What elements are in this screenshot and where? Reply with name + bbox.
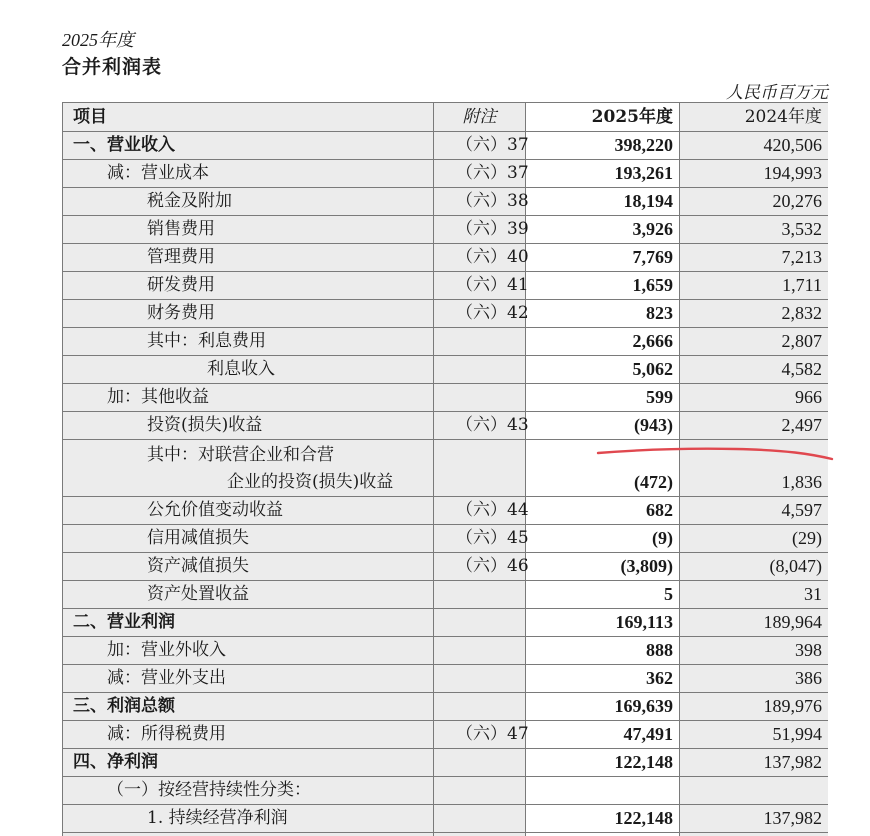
- row-item-label: 加：营业外收入: [63, 637, 434, 665]
- table-row: [63, 328, 829, 356]
- row-note: [434, 637, 526, 665]
- table-row: [63, 216, 829, 244]
- row-previous-value: 398: [680, 637, 829, 665]
- table-row: [63, 160, 829, 188]
- row-current-value: 1,659: [526, 272, 680, 300]
- row-item-label: 三、利润总额: [63, 693, 434, 721]
- row-current-value: 169,113: [526, 609, 680, 637]
- row-item-label: 1. 持续经营净利润: [63, 805, 434, 833]
- row-previous-value: 1,711: [680, 272, 829, 300]
- table-row: [63, 356, 829, 384]
- row-previous-value: 1,836: [680, 440, 829, 497]
- table-row: [63, 777, 829, 805]
- row-note: （六）42: [434, 300, 526, 328]
- row-current-value: 47,491: [526, 721, 680, 749]
- table-row: [63, 188, 829, 216]
- row-note: [434, 805, 526, 833]
- row-previous-value: 137,982: [680, 805, 829, 833]
- row-current-value: (472): [526, 440, 680, 497]
- row-note: [434, 665, 526, 693]
- table-row: [63, 412, 829, 440]
- row-current-value: 18,194: [526, 188, 680, 216]
- row-current-value: 7,769: [526, 244, 680, 272]
- table-row: [63, 833, 829, 836]
- row-item-label: （一）按经营持续性分类：: [63, 777, 434, 805]
- row-current-value: (943): [526, 412, 680, 440]
- row-item-label: 四、净利润: [63, 749, 434, 777]
- row-note: [434, 384, 526, 412]
- row-note: （六）37: [434, 132, 526, 160]
- row-previous-value: 3,532: [680, 216, 829, 244]
- row-note: （六）44: [434, 497, 526, 525]
- table-row: [63, 693, 829, 721]
- row-current-value: 5: [526, 581, 680, 609]
- table-header-row: [63, 103, 829, 132]
- row-item-label: 其中：利息费用: [63, 328, 434, 356]
- report-period: 2025年度: [62, 30, 134, 50]
- row-item-label-line2: 企业的投资(损失)收益: [227, 472, 394, 492]
- table-row: [63, 805, 829, 833]
- row-item-label: 减：营业成本: [63, 160, 434, 188]
- row-note: [434, 581, 526, 609]
- row-current-value: 122,148: [526, 805, 680, 833]
- row-previous-value: 2,497: [680, 412, 829, 440]
- currency-unit: 人民币百万元: [726, 83, 828, 103]
- row-current-value: 398,220: [526, 132, 680, 160]
- row-previous-value: 386: [680, 665, 829, 693]
- row-current-value: 682: [526, 497, 680, 525]
- row-current-value: 823: [526, 300, 680, 328]
- row-note: [434, 749, 526, 777]
- row-current-value: 3,926: [526, 216, 680, 244]
- row-item-label: 资产减值损失: [63, 553, 434, 581]
- row-item-label: 财务费用: [63, 300, 434, 328]
- row-note: （六）37: [434, 160, 526, 188]
- column-header-item: 项目: [63, 103, 434, 132]
- table-row: [63, 384, 829, 412]
- row-previous-value: 966: [680, 384, 829, 412]
- row-current-value: 2,666: [526, 328, 680, 356]
- row-current-value: (9): [526, 525, 680, 553]
- row-item-label-line1: 其中：对联营企业和合营: [147, 445, 334, 465]
- row-item-label: 公允价值变动收益: [63, 497, 434, 525]
- row-item-label: 研发费用: [63, 272, 434, 300]
- statement-title: 合并利润表: [62, 56, 163, 78]
- row-current-value: 599: [526, 384, 680, 412]
- row-note: [434, 777, 526, 805]
- row-current-value: (3,809): [526, 553, 680, 581]
- row-previous-value: 137,982: [680, 749, 829, 777]
- row-note: （六）40: [434, 244, 526, 272]
- row-current-value: 122,148: [526, 749, 680, 777]
- table-row: [63, 749, 829, 777]
- row-note: （六）41: [434, 272, 526, 300]
- row-note: （六）38: [434, 188, 526, 216]
- table-row: [63, 497, 829, 525]
- table-row: [63, 581, 829, 609]
- row-current-value: 5,062: [526, 356, 680, 384]
- row-previous-value: 2,807: [680, 328, 829, 356]
- row-previous-value: (8,047): [680, 553, 829, 581]
- row-previous-value: 31: [680, 581, 829, 609]
- row-note: （六）45: [434, 525, 526, 553]
- row-note: （六）47: [434, 721, 526, 749]
- row-item-label: 利息收入: [63, 356, 434, 384]
- table-row: [63, 609, 829, 637]
- row-note: [434, 440, 526, 497]
- row-note: （六）46: [434, 553, 526, 581]
- column-header-note: 附注: [434, 103, 526, 132]
- table-row: [63, 272, 829, 300]
- row-previous-value: 2,832: [680, 300, 829, 328]
- row-item-label: 资产处置收益: [63, 581, 434, 609]
- table-row: [63, 525, 829, 553]
- table-row: [63, 553, 829, 581]
- row-previous-value: 7,213: [680, 244, 829, 272]
- row-previous-value: (29): [680, 525, 829, 553]
- row-previous-value: [680, 833, 829, 836]
- row-item-label: 加：其他收益: [63, 384, 434, 412]
- row-previous-value: 4,597: [680, 497, 829, 525]
- table-row: [63, 637, 829, 665]
- row-note: [434, 356, 526, 384]
- row-previous-value: 194,993: [680, 160, 829, 188]
- row-item-label: [63, 440, 434, 497]
- row-item-label: 税金及附加: [63, 188, 434, 216]
- row-previous-value: 420,506: [680, 132, 829, 160]
- row-item-label: 管理费用: [63, 244, 434, 272]
- row-note: （六）39: [434, 216, 526, 244]
- column-header-current-year: 2025年度: [526, 103, 680, 132]
- column-header-previous-year: 2024年度: [680, 103, 829, 132]
- row-item-label: 一、营业收入: [63, 132, 434, 160]
- row-previous-value: 4,582: [680, 356, 829, 384]
- row-current-value: [526, 833, 680, 836]
- row-previous-value: [680, 777, 829, 805]
- row-item-label: [63, 833, 434, 836]
- row-previous-value: 20,276: [680, 188, 829, 216]
- table-row: [63, 665, 829, 693]
- row-note: [434, 833, 526, 836]
- row-previous-value: 51,994: [680, 721, 829, 749]
- red-pen-annotation-mark: [596, 440, 836, 470]
- row-item-label: 销售费用: [63, 216, 434, 244]
- table-row: [63, 244, 829, 272]
- row-current-value: 362: [526, 665, 680, 693]
- row-current-value: 888: [526, 637, 680, 665]
- row-note: [434, 328, 526, 356]
- row-note: [434, 693, 526, 721]
- row-item-label: 减：营业外支出: [63, 665, 434, 693]
- row-item-label: 减：所得税费用: [63, 721, 434, 749]
- table-row: [63, 132, 829, 160]
- row-current-value: 193,261: [526, 160, 680, 188]
- row-item-label: 投资(损失)收益: [63, 412, 434, 440]
- row-previous-value: 189,964: [680, 609, 829, 637]
- table-row: [63, 300, 829, 328]
- row-current-value: [526, 777, 680, 805]
- table-row: [63, 721, 829, 749]
- row-current-value: 169,639: [526, 693, 680, 721]
- row-item-label: 信用减值损失: [63, 525, 434, 553]
- row-note: [434, 609, 526, 637]
- row-note: （六）43: [434, 412, 526, 440]
- row-item-label: 二、营业利润: [63, 609, 434, 637]
- row-previous-value: 189,976: [680, 693, 829, 721]
